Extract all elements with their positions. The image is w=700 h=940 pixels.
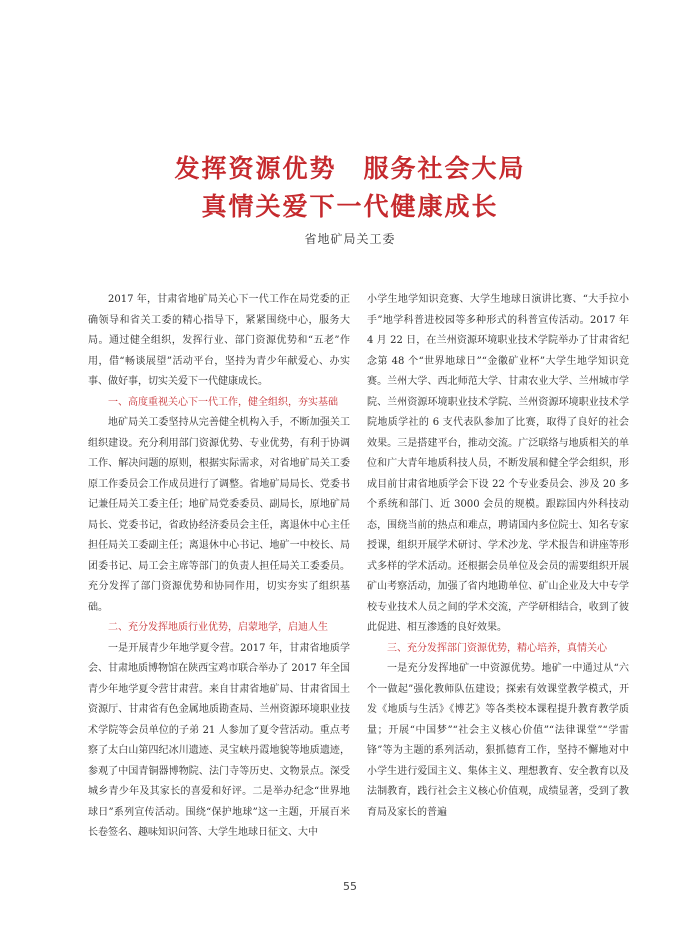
section-3-paragraph: 一是充分发挥地矿一中资源优势。地矿一中通过从“六个一做起”强化教师队伍建设；探索有效课堂教学模式，开发《地质与生活》《博艺》等各类校本课程提升教育教学质量；开展“中国梦”“社会主义核心价值”“法律课堂”“学雷锋”等为主题的系列活动，狠抓德育工作，坚持不懈地对中小学生进行爱国主义、集体主义、理想教育、安全教育以及法制教育，践行社会主义核心价值观，成绩显著，受到了教育局及家长的普遍 xyxy=(367,663,629,818)
section-2-paragraph: 一是开展青少年地学夏令营。2017 年，甘肃省地质学会、甘肃地质博物馆在陕西宝鸡市联合举办了 2017 年全国青少年地学夏令营甘肃营。来自甘肃省地矿局、甘肃省国土资源厅、甘肃省有色金属地质勘查局、兰州资源环境职业技术学院等会员单位的子弟 21 人参加了夏令营活动。重点考察了太白山第四纪冰川遗迹、灵宝峡丹霞地貌等地质遗迹，参观了中国青铜器博物院、法门寺等历史、文物景点。深受城乡青少年及其家长的喜爱和好评。二是举办纪念“世界地球日”系列宣传活动。围绕“保护地球”这一主题，开展百米长卷签名、趣味知识问答、大学生地球日征文、大中 xyxy=(88,642,350,838)
title-line-1: 发挥资源优势 服务社会大局 xyxy=(174,154,526,183)
intro-paragraph: 2017 年，甘肃省地矿局关心下一代工作在局党委的正确领导和省关工委的精心指导下，紧紧围绕中心，服务大局。通过健全组织，发挥行业、部门资源优势和“五老”作用，借“畅谈展望”活动平台，坚持为青少年献爱心、办实事、做好事，切实关爱下一代健康成长。 xyxy=(88,294,350,387)
section-heading-2: 二、充分发挥地质行业优势，启蒙地学，启迪人生 xyxy=(108,622,328,633)
left-column xyxy=(88,290,350,844)
author-byline: 省地矿局关工委 xyxy=(304,232,396,246)
page-number: 55 xyxy=(343,880,357,893)
section-1-paragraph: 地矿局关工委坚持从完善健全机构入手，不断加强关工组织建设。充分利用部门资源优势、专业优势，有利于协调工作、解决问题的原则，根据实际需求，对省地矿局关工委原工作委员会工作成员进行了调整。省地矿局局长、党委书记兼任局关工委主任；地矿局党委委员、副局长，原地矿局局长、党委书记，省政协经济委员会主任，离退休中心主任担任局关工委副主任；离退休中心书记、地矿一中校长、局团委书记、局工会主席等部门的负责人担任局关工委委员。充分发挥了部门资源优势和协同作用，切实夯实了组织基础。 xyxy=(88,417,350,613)
section-heading-3: 三、充分发挥部门资源优势，精心培养，真情关心 xyxy=(387,642,607,654)
section-heading-1: 一、高度重视关心下一代工作，健全组织，夯实基础 xyxy=(108,396,338,408)
article-title xyxy=(0,150,700,226)
right-column xyxy=(367,290,629,823)
section-2-paragraph-continued: 小学生地学知识竞赛、大学生地球日演讲比赛、“大手拉小手”地学科普进校园等多种形式的科普宣传活动。2017 年 4 月 22 日，在兰州资源环境职业技术学院举办了甘肃省纪念第 48 个“世界地球日”“金徽矿业杯”大学生地学知识竞赛。兰州大学、西北师范大学、甘肃农业大学、兰州城市学院、兰州资源环境职业技术学院、兰州资源环境职业技术学院地质学社的 6 支代表队参加了比赛，取得了良好的社会效果。三是搭建平台，推动交流。广泛联络与地质相关的单位和广大青年地质科技人员，不断发展和健全学会组织，形成目前甘肃省地质学会下设 22 个专业委员会、涉及 20 多个系统和部门、近 3000 会员的规模。跟踪国内外科技动态，围绕当前的热点和难点，聘请国内多位院士、知名专家授课，组织开展学术研讨、学术沙龙、学术报告和讲座等形式多样的学术活动。还根据会员单位及会员的需要组织开展矿山考察活动，加强了省内地勘单位、矿山企业及大中专学校专业技术人员之间的学术交流，产学研相结合，收到了彼此促进、相互渗透的良好效果。 xyxy=(367,294,629,633)
title-line-2: 真情关爱下一代健康成长 xyxy=(201,192,499,221)
